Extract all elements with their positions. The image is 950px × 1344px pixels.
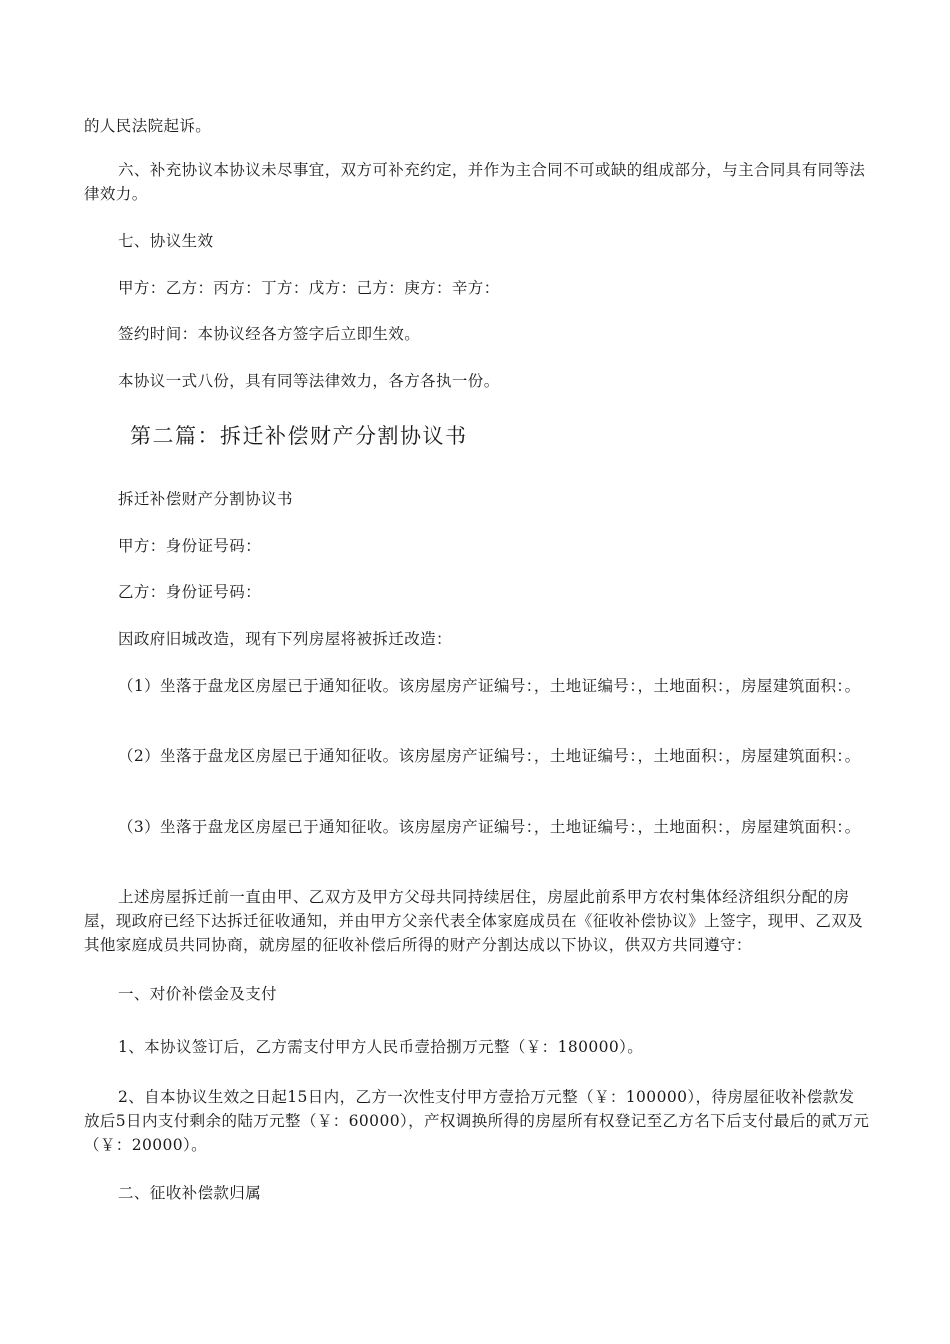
heading-agreement-effective: 七、协议生效 [118, 232, 214, 250]
heading-compensation-ownership: 二、征收补偿款归属 [118, 1184, 262, 1202]
paragraph-parties-list: 甲方：乙方：丙方：丁方：戊方：己方：庚方：辛方： [118, 279, 500, 297]
paragraph-payment-1: 1、本协议签订后，乙方需支付甲方人民币壹拾捌万元整（￥：180000）。 [118, 1038, 644, 1056]
paragraph-party-b-id: 乙方：身份证号码： [118, 583, 262, 601]
paragraph-property-3: （3）坐落于盘龙区房屋已于通知征收。该房屋房产证编号：，土地证编号：，土地面积：，房屋建筑面积：。 [118, 818, 861, 836]
paragraph-agreement-name: 拆迁补偿财产分割协议书 [118, 490, 293, 508]
paragraph-copies: 本协议一式八份，具有同等法律效力，各方各执一份。 [118, 372, 500, 390]
paragraph-property-2: （2）坐落于盘龙区房屋已于通知征收。该房屋房产证编号：，土地证编号：，土地面积：，房屋建筑面积：。 [118, 747, 861, 765]
paragraph-property-1: （1）坐落于盘龙区房屋已于通知征收。该房屋房产证编号：，土地证编号：，土地面积：，房屋建筑面积：。 [118, 677, 861, 695]
heading-compensation-payment: 一、对价补偿金及支付 [118, 985, 278, 1003]
paragraph-background: 上述房屋拆迁前一直由甲、乙双方及甲方父母共同持续居住，房屋此前系甲方农村集体经济组织分配的房屋，现政府已经下达拆迁征收通知，并由甲方父亲代表全体家庭成员在《征收补偿协议》上签字，现甲、乙双及其他家庭成员共同协商，就房屋的征收补偿后所得的财产分割达成以下协议，供双方共同遵守： [84, 888, 864, 954]
paragraph-supplementary-agreement: 六、补充协议本协议未尽事宜，双方可补充约定，并作为主合同不可或缺的组成部分，与主合同具有同等法律效力。 [84, 161, 866, 203]
paragraph-court-clause-end: 的人民法院起诉。 [84, 117, 212, 135]
paragraph-payment-2: 2、自本协议生效之日起15日内，乙方一次性支付甲方壹拾万元整（￥：100000），待房屋征收补偿款发放后5日内支付剩余的陆万元整（￥：60000），产权调换所得的房屋所有权登记至乙方名下后支付最后的贰万元（￥：20000）。 [84, 1088, 870, 1154]
paragraph-signing-time: 签约时间：本协议经各方签字后立即生效。 [118, 325, 421, 343]
section-title: 第二篇：拆迁补偿财产分割协议书 [130, 424, 468, 448]
paragraph-party-a-id: 甲方：身份证号码： [118, 537, 262, 555]
paragraph-demolition-intro: 因政府旧城改造，现有下列房屋将被拆迁改造： [118, 630, 452, 648]
